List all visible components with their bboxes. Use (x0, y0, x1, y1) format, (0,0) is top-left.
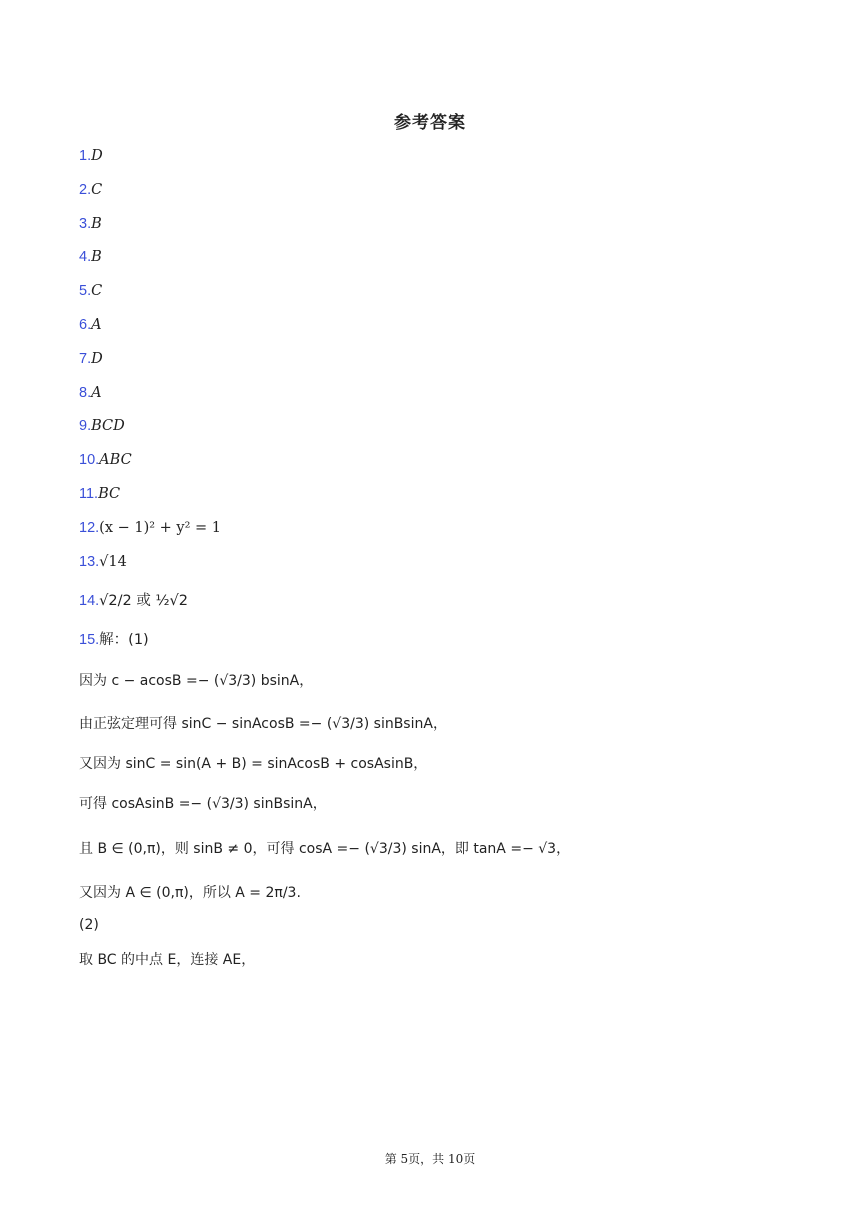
answer-value: ABC (99, 452, 132, 468)
solution-heading: 解：(1) (99, 632, 149, 648)
answer-number: 13. (79, 554, 100, 570)
answer-7 (79, 349, 103, 369)
answer-number: 6. (79, 317, 92, 333)
answer-number: 11. (79, 486, 99, 502)
answer-12 (79, 518, 221, 538)
answer-value: B (91, 249, 102, 265)
answer-10 (79, 450, 132, 470)
answer-value: D (91, 351, 103, 367)
solution-line-1: 因为 c − acosB =− (√3/3) bsinA， (79, 673, 314, 689)
answer-3 (79, 214, 102, 234)
page-footer: 第 5页，共 10页 (384, 1152, 476, 1166)
answer-number: 15. (79, 632, 100, 648)
answer-value: A (91, 385, 102, 401)
solution-line-3: 又因为 sinC = sin(A + B) = sinAcosB + cosAsinB， (79, 756, 428, 772)
answer-2 (79, 180, 102, 200)
answer-value: D (91, 148, 103, 164)
answer-number: 2. (79, 182, 92, 198)
answer-value: BCD (91, 418, 125, 434)
answer-number: 14. (79, 593, 100, 609)
solution-line-5: 且 B ∈ (0,π)，则 sinB ≠ 0，可得 cosA =− (√3/3) sinA，即 tanA =− √3， (79, 841, 571, 857)
answer-5 (79, 281, 102, 301)
solution-line-7: (2) (79, 917, 99, 933)
answer-4 (79, 247, 102, 267)
answer-1 (79, 146, 103, 166)
answer-value: B (91, 216, 102, 232)
answer-11 (79, 484, 120, 504)
answer-number: 7. (79, 351, 92, 367)
answer-value: A (91, 317, 102, 333)
solution-line-4: 可得 cosAsinB =− (√3/3) sinBsinA， (79, 796, 327, 812)
answer-value: BC (98, 486, 121, 502)
answer-13 (79, 552, 127, 572)
answer-6 (79, 315, 102, 335)
answer-9 (79, 416, 125, 436)
answer-value: (x − 1)² + y² = 1 (99, 520, 222, 536)
answer-number: 8. (79, 385, 92, 401)
answer-number: 1. (79, 148, 92, 164)
answer-number: 9. (79, 418, 92, 434)
answer-number: 3. (79, 216, 92, 232)
answer-8 (79, 383, 102, 403)
page-title: 参考答案 (394, 113, 466, 133)
answer-number: 4. (79, 249, 92, 265)
solution-line-8: 取 BC 的中点 E，连接 AE， (79, 952, 256, 968)
answer-number: 10. (79, 452, 100, 468)
answer-value: √2/2 或 ½√2 (99, 593, 188, 609)
answer-number: 12. (79, 520, 100, 536)
solution-line-6: 又因为 A ∈ (0,π)，所以 A = 2π/3. (79, 885, 301, 901)
answer-value: C (91, 182, 103, 198)
answer-value: C (91, 283, 103, 299)
answer-14 (79, 591, 188, 611)
answer-15-header (79, 630, 149, 650)
answer-number: 5. (79, 283, 92, 299)
answer-value: √14 (99, 554, 127, 570)
solution-line-2: 由正弦定理可得 sinC − sinAcosB =− (√3/3) sinBsinA， (79, 716, 447, 732)
